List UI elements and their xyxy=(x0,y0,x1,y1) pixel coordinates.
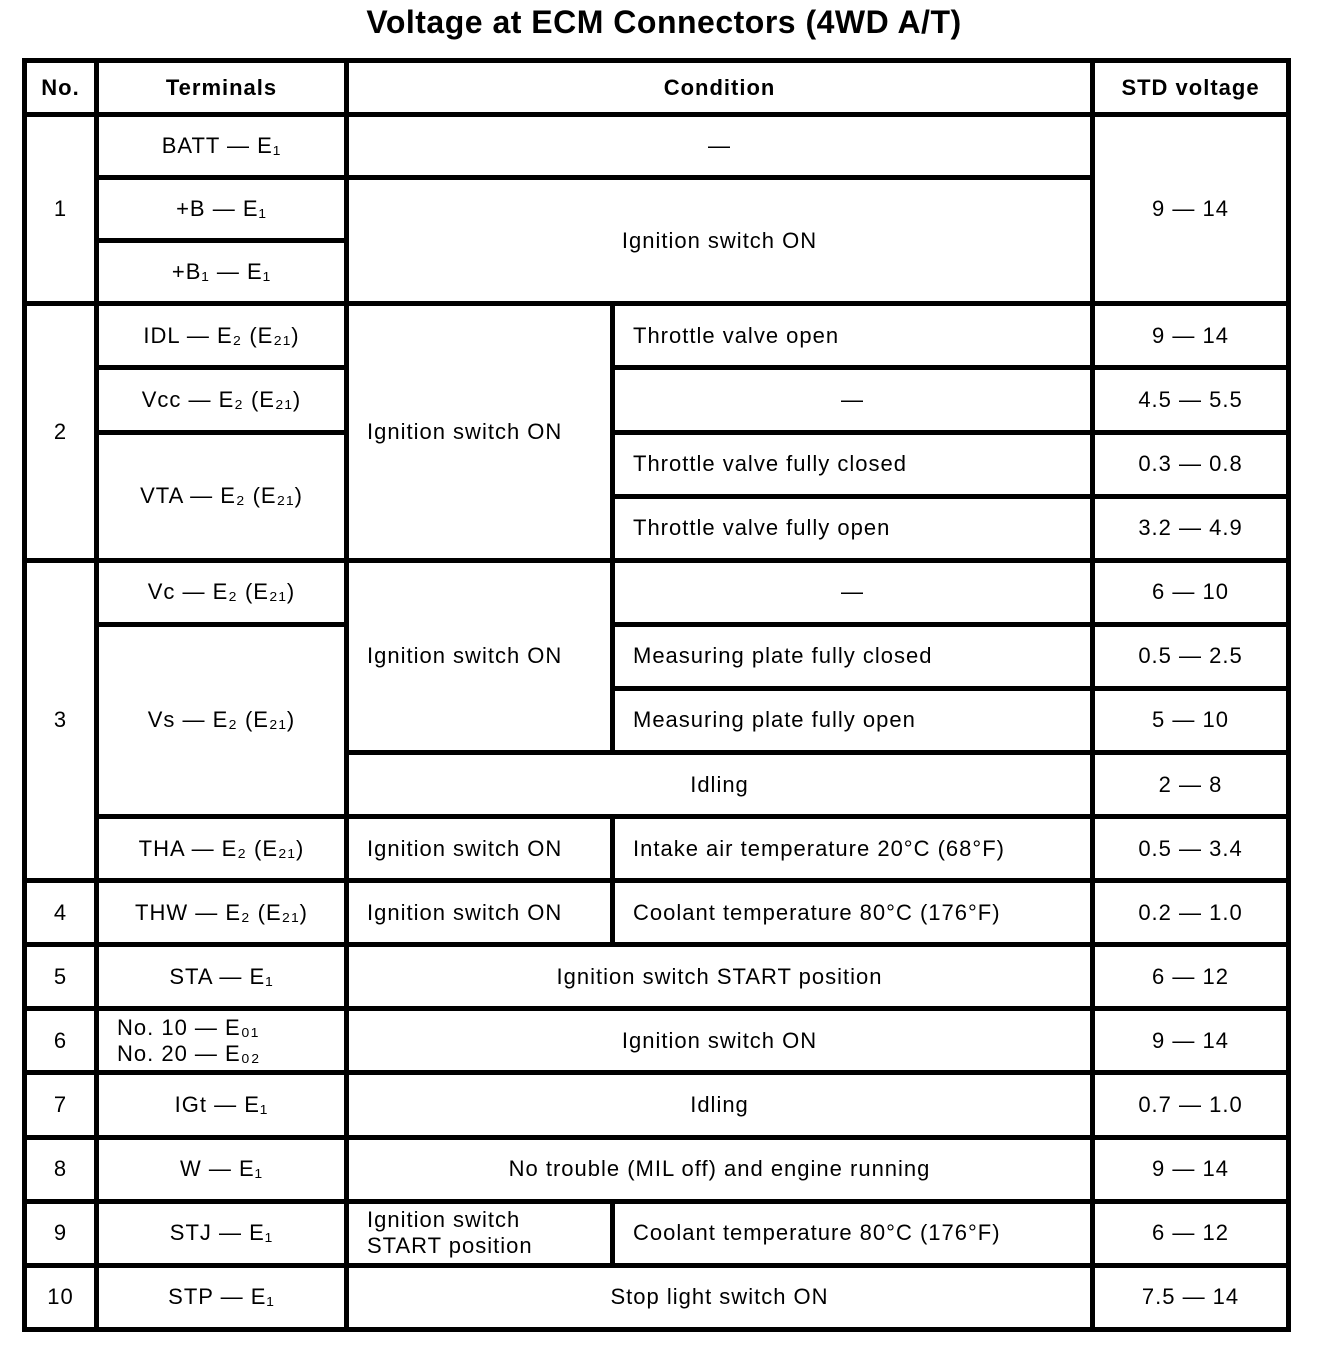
sub-condition-cell: Throttle valve open xyxy=(613,304,1093,368)
sub-condition-cell: Measuring plate fully closed xyxy=(613,624,1093,688)
header-condition: Condition xyxy=(347,61,1093,115)
terminal-cell: BATT — E₁ xyxy=(97,115,347,178)
row-number: 3 xyxy=(25,560,97,880)
terminal-cell: Vcc — E₂ (E₂₁) xyxy=(97,368,347,432)
sub-condition-cell: Coolant temperature 80°C (176°F) xyxy=(613,1201,1093,1265)
terminal-cell: W — E₁ xyxy=(97,1137,347,1201)
row-number: 2 xyxy=(25,304,97,560)
terminal-cell: THA — E₂ (E₂₁) xyxy=(97,817,347,881)
condition-cell: Idling xyxy=(347,1073,1093,1137)
std-voltage-cell: 0.2 — 1.0 xyxy=(1093,881,1289,945)
table-row xyxy=(25,945,1289,1009)
std-voltage-cell: 0.7 — 1.0 xyxy=(1093,1073,1289,1137)
terminal-cell: VTA — E₂ (E₂₁) xyxy=(97,432,347,560)
table-row xyxy=(25,115,1289,178)
condition-line: START position xyxy=(367,1233,533,1259)
table-row xyxy=(25,560,1289,624)
sub-condition-cell: Intake air temperature 20°C (68°F) xyxy=(613,817,1093,881)
std-voltage-cell: 0.5 — 2.5 xyxy=(1093,624,1289,688)
std-voltage-cell: 4.5 — 5.5 xyxy=(1093,368,1289,432)
condition-cell: No trouble (MIL off) and engine running xyxy=(347,1137,1093,1201)
condition-cell: Ignition switch ON xyxy=(347,881,613,945)
condition-cell: Ignition switch ON xyxy=(347,178,1093,304)
std-voltage-cell: 9 — 14 xyxy=(1093,304,1289,368)
row-number: 1 xyxy=(25,115,97,304)
condition-cell: Idling xyxy=(347,753,1093,817)
std-voltage-cell: 9 — 14 xyxy=(1093,115,1289,304)
std-voltage-cell: 6 — 12 xyxy=(1093,1201,1289,1265)
header-std-voltage: STD voltage xyxy=(1093,61,1289,115)
sub-condition-cell: — xyxy=(613,368,1093,432)
row-number: 6 xyxy=(25,1009,97,1073)
table-row xyxy=(25,432,1289,496)
terminal-cell: Vs — E₂ (E₂₁) xyxy=(97,624,347,816)
row-number: 4 xyxy=(25,881,97,945)
terminal-cell xyxy=(97,1009,347,1073)
condition-cell: Ignition switch ON xyxy=(347,817,613,881)
terminal-cell: STJ — E₁ xyxy=(97,1201,347,1265)
sub-condition-cell: Throttle valve fully closed xyxy=(613,432,1093,496)
terminal-cell: Vc — E₂ (E₂₁) xyxy=(97,560,347,624)
std-voltage-cell: 9 — 14 xyxy=(1093,1137,1289,1201)
terminal-cell: THW — E₂ (E₂₁) xyxy=(97,881,347,945)
sub-condition-cell: Coolant temperature 80°C (176°F) xyxy=(613,881,1093,945)
table-row xyxy=(25,304,1289,368)
ecm-voltage-table xyxy=(22,58,1291,1332)
condition-cell xyxy=(347,1201,613,1265)
table-row xyxy=(25,624,1289,688)
std-voltage-cell: 3.2 — 4.9 xyxy=(1093,496,1289,560)
table-row xyxy=(25,1137,1289,1201)
sub-condition-cell: — xyxy=(613,560,1093,624)
sub-condition-cell: Measuring plate fully open xyxy=(613,688,1093,752)
terminal-cell: STA — E₁ xyxy=(97,945,347,1009)
terminal-cell: STP — E₁ xyxy=(97,1265,347,1329)
row-number: 5 xyxy=(25,945,97,1009)
table-row xyxy=(25,368,1289,432)
terminal-cell: +B₁ — E₁ xyxy=(97,241,347,304)
header-no: No. xyxy=(25,61,97,115)
std-voltage-cell: 0.5 — 3.4 xyxy=(1093,817,1289,881)
table-row xyxy=(25,817,1289,881)
terminal-cell: IGt — E₁ xyxy=(97,1073,347,1137)
table-row xyxy=(25,1009,1289,1073)
condition-cell: Ignition switch ON xyxy=(347,304,613,560)
header-row xyxy=(25,61,1289,115)
table-row xyxy=(25,1265,1289,1329)
terminal-cell: IDL — E₂ (E₂₁) xyxy=(97,304,347,368)
std-voltage-cell: 0.3 — 0.8 xyxy=(1093,432,1289,496)
sub-condition-cell: Throttle valve fully open xyxy=(613,496,1093,560)
terminal-cell: +B — E₁ xyxy=(97,178,347,241)
std-voltage-cell: 2 — 8 xyxy=(1093,753,1289,817)
condition-cell: Ignition switch START position xyxy=(347,945,1093,1009)
std-voltage-cell: 7.5 — 14 xyxy=(1093,1265,1289,1329)
page-title: Voltage at ECM Connectors (4WD A/T) xyxy=(366,4,962,40)
condition-cell: Ignition switch ON xyxy=(347,560,613,752)
terminal-line: No. 20 — E₀₂ xyxy=(117,1040,261,1066)
header-terminals: Terminals xyxy=(97,61,347,115)
table-row xyxy=(25,1201,1289,1265)
row-number: 10 xyxy=(25,1265,97,1329)
condition-cell: Stop light switch ON xyxy=(347,1265,1093,1329)
condition-cell: Ignition switch ON xyxy=(347,1009,1093,1073)
table-row xyxy=(25,881,1289,945)
row-number: 8 xyxy=(25,1137,97,1201)
std-voltage-cell: 6 — 12 xyxy=(1093,945,1289,1009)
condition-cell: — xyxy=(347,115,1093,178)
std-voltage-cell: 9 — 14 xyxy=(1093,1009,1289,1073)
row-number: 7 xyxy=(25,1073,97,1137)
row-number: 9 xyxy=(25,1201,97,1265)
terminal-line: No. 10 — E₀₁ xyxy=(117,1014,260,1040)
std-voltage-cell: 6 — 10 xyxy=(1093,560,1289,624)
table-row xyxy=(25,1073,1289,1137)
std-voltage-cell: 5 — 10 xyxy=(1093,688,1289,752)
condition-line: Ignition switch xyxy=(367,1207,521,1233)
